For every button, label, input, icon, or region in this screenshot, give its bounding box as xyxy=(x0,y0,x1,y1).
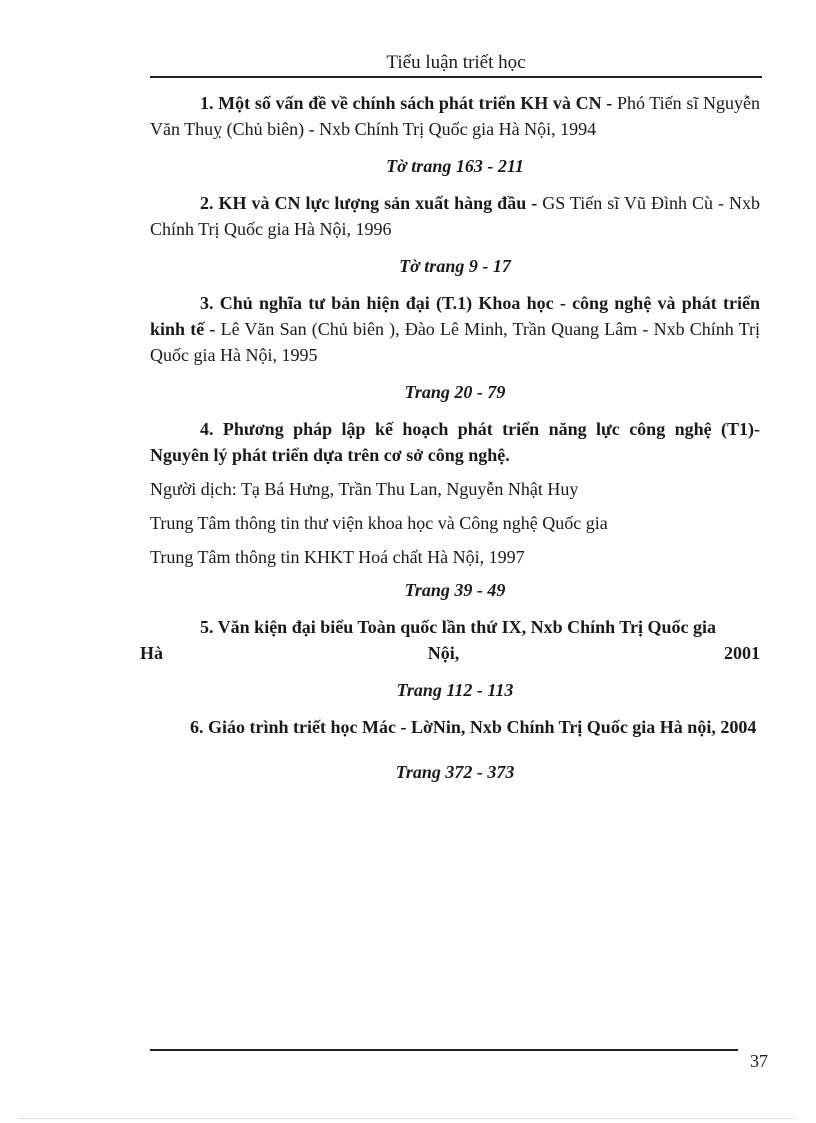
reference-title: 6. Giáo trình triết học Mác - LờNin, Nxb Chính Trị Quốc gia Hà nội, 2004 xyxy=(190,717,757,737)
reference-spread-word: 2001 xyxy=(723,643,760,663)
page-edge-divider xyxy=(20,1118,796,1119)
reference-item xyxy=(140,714,760,740)
reference-spread-line xyxy=(140,640,760,666)
reference-item xyxy=(150,90,760,142)
page-number: 37 xyxy=(750,1051,768,1071)
reference-spread-word: Nội, xyxy=(427,643,460,663)
reference-details: Lê Văn San (Chủ biên ), Đào Lê Minh, Trần Quang Lâm - Nxb Chính Trị Quốc gia Hà Nội, 1995 xyxy=(150,319,760,365)
header-title: Tiểu luận triết học xyxy=(386,52,526,73)
reference-line: Người dịch: Tạ Bá Hưng, Trần Thu Lan, Nguyễn Nhật Huy xyxy=(150,479,579,499)
reference-details: GS Tiến sĩ Vũ Đình Cù - Nxb Chính Trị Quốc gia Hà Nội, 1996 xyxy=(150,193,760,239)
reference-item xyxy=(150,416,760,468)
reference-pages: Trang 112 - 113 xyxy=(396,680,514,700)
reference-item xyxy=(150,190,760,242)
reference-pages: Tờ trang 9 - 17 xyxy=(399,256,511,276)
reference-spread-word: Hà xyxy=(140,643,164,663)
reference-title: 3. Chủ nghĩa tư bản hiện đại (T.1) Khoa học - công nghệ và phát triển kinh tế - xyxy=(150,293,760,339)
reference-details: Phó Tiến sĩ Nguyễn Văn Thuỵ (Chủ biên) - Nxb Chính Trị Quốc gia Hà Nội, 1994 xyxy=(150,93,760,139)
reference-list xyxy=(140,90,760,796)
reference-title: 5. Văn kiện đại biểu Toàn quốc lần thứ IX, Nxb Chính Trị Quốc gia xyxy=(200,617,716,637)
reference-pages: Trang 372 - 373 xyxy=(395,762,515,782)
reference-item xyxy=(150,290,760,368)
header-rule xyxy=(150,76,762,78)
reference-pages: Trang 20 - 79 xyxy=(404,382,506,402)
reference-pages: Tờ trang 163 - 211 xyxy=(386,156,524,176)
reference-item xyxy=(150,614,760,640)
reference-line: Trung Tâm thông tin thư viện khoa học và Công nghệ Quốc gia xyxy=(150,513,608,533)
footer-rule xyxy=(150,1049,738,1051)
reference-line: Trung Tâm thông tin KHKT Hoá chất Hà Nội, 1997 xyxy=(150,547,525,567)
reference-title: 4. Phương pháp lập kế hoạch phát triển năng lực công nghệ (T1)- Nguyên lý phát triển dựa trên cơ sở công nghệ. xyxy=(150,419,760,465)
reference-title: 2. KH và CN lực lượng sản xuất hàng đầu - xyxy=(200,193,538,213)
reference-pages: Trang 39 - 49 xyxy=(404,580,506,600)
reference-title: 1. Một số vấn đề về chính sách phát triển KH và CN - xyxy=(200,93,613,113)
